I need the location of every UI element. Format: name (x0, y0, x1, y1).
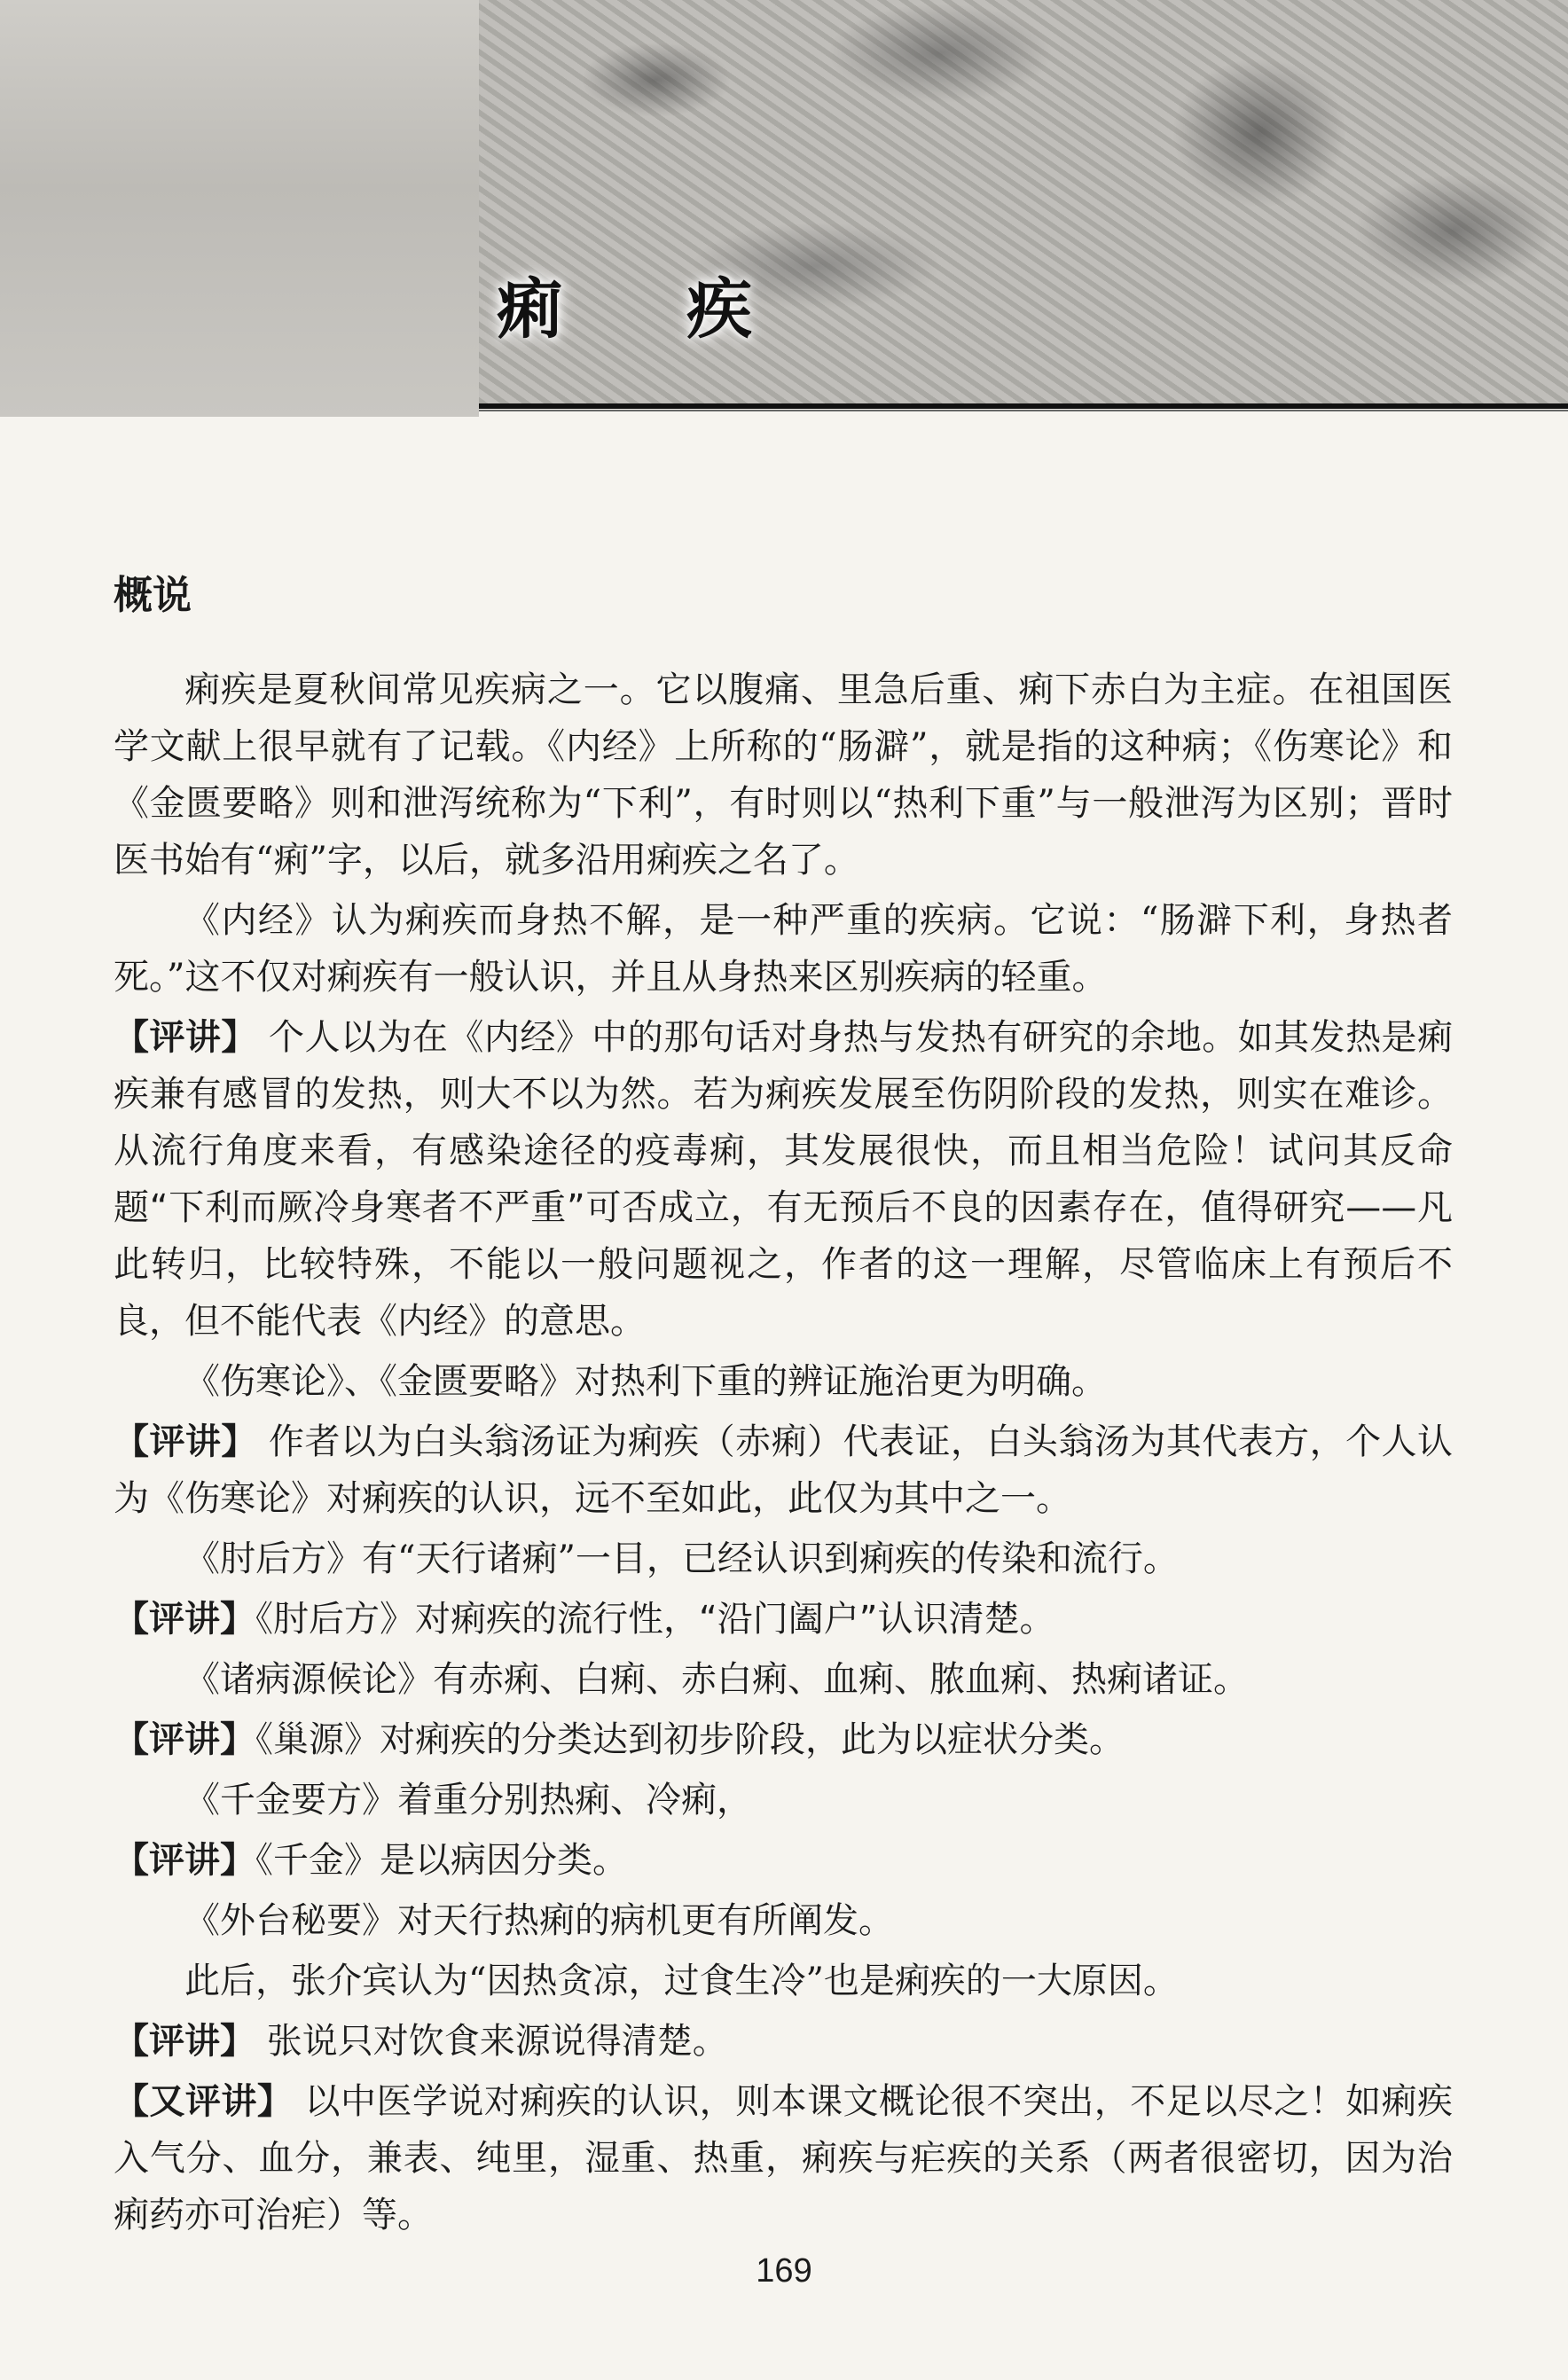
body-paragraph (114, 1651, 1453, 1708)
paragraph-text: 个人以为在《内经》中的那句话对身热与发热有研究的余地。如其发热是痢疾兼有感冒的发热，则大不以为然。若为痢疾发展至伤阴阶段的发热，则实在难诊。从流行角度来看，有感染途径的疫毒痢，其发展很快，而且相当危险！试问其反命题“下利而厥冷身寒者不严重”可否成立，有无预后不良的因素存在，值得研究——凡此转归，比较特殊，不能以一般问题视之，作者的这一理解，尽管临床上有预后不良，但不能代表《内经》的意思。 (114, 1017, 1454, 1342)
commentary-tag: 【评讲】 (114, 1719, 255, 1760)
body-paragraph (114, 1892, 1453, 1949)
body-paragraph (114, 1353, 1453, 1410)
commentary-tag: 【评讲】 (114, 1599, 255, 1640)
commentary-paragraph (114, 2013, 1453, 2070)
paragraph-text: 《诸病源候论》有赤痢、白痢、赤白痢、血痢、脓血痢、热痢诸证。 (184, 1659, 1249, 1700)
paragraph-list (114, 662, 1453, 2243)
page-number: 169 (756, 2252, 812, 2290)
section-heading: 概说 (114, 573, 192, 618)
header-rule (479, 403, 1568, 409)
commentary-tag: 【评讲】 (114, 1421, 257, 1462)
body-paragraph (114, 892, 1453, 1006)
paragraph-text: 《肘后方》对痢疾的流行性，“沿门阖户”认识清楚。 (255, 1599, 1055, 1640)
commentary-tag: 【评讲】 (114, 2021, 255, 2062)
commentary-tag: 【评讲】 (114, 1840, 255, 1881)
paragraph-text: 张说只对饮食来源说得清楚。 (255, 2021, 728, 2062)
paragraph-text: 《外台秘要》对天行热痢的病机更有所阐发。 (184, 1900, 894, 1941)
header-gray-panel (0, 0, 479, 417)
commentary-paragraph (114, 1591, 1453, 1648)
chapter-title: 痢疾 (497, 271, 876, 348)
paragraph-text: 《千金要方》着重分别热痢、冷痢， (184, 1780, 752, 1820)
chapter-header (0, 0, 1568, 417)
body-paragraph (114, 662, 1453, 889)
paragraph-text: 《千金》是以病因分类。 (255, 1840, 628, 1881)
commentary-paragraph (114, 1009, 1453, 1350)
paragraph-text: 此后，张介宾认为“因热贪凉，过食生冷”也是痢疾的一大原因。 (184, 1961, 1179, 2001)
body-paragraph (114, 1953, 1453, 2009)
paragraph-text: 《伤寒论》、《金匮要略》对热利下重的辨证施治更为明确。 (184, 1361, 1107, 1402)
paragraph-text: 《内经》认为痢疾而身热不解，是一种严重的疾病。它说：“肠澼下利，身热者死。”这不仅对痢疾有一般认识，并且从身热来区别疾病的轻重。 (114, 900, 1453, 998)
main-content (114, 568, 1453, 2247)
body-paragraph (114, 1772, 1453, 1828)
header-rule-thin (479, 410, 1568, 411)
paragraph-text: 痢疾是夏秋间常见疾病之一。它以腹痛、里急后重、痢下赤白为主症。在祖国医学文献上很早就有了记载。《内经》上所称的“肠澼”，就是指的这种病；《伤寒论》和《金匮要略》则和泄泻统称为“下利”，有时则以“热利下重”与一般泄泻为区别；晋时医书始有“痢”字，以后，就多沿用痢疾之名了。 (114, 669, 1453, 881)
commentary-paragraph (114, 1832, 1453, 1889)
commentary-paragraph (114, 2073, 1453, 2243)
paragraph-text: 以中医学说对痢疾的认识，则本课文概论很不突出，不足以尽之！如痢疾入气分、血分，兼表、纯里，湿重、热重，痢疾与疟疾的关系（两者很密切，因为治痢药亦可治疟）等。 (114, 2081, 1454, 2235)
paragraph-text: 《巢源》对痢疾的分类达到初步阶段，此为以症状分类。 (255, 1719, 1125, 1760)
commentary-tag: 【又评讲】 (114, 2081, 294, 2122)
paragraph-text: 《肘后方》有“天行诸痢”一目，已经认识到痢疾的传染和流行。 (184, 1538, 1179, 1579)
body-paragraph (114, 1531, 1453, 1587)
commentary-paragraph (114, 1711, 1453, 1768)
paragraph-text: 作者以为白头翁汤证为痢疾（赤痢）代表证，白头翁汤为其代表方，个人认为《伤寒论》对痢疾的认识，远不至如此，此仅为其中之一。 (114, 1421, 1454, 1519)
commentary-paragraph (114, 1413, 1453, 1527)
commentary-tag: 【评讲】 (114, 1017, 257, 1058)
